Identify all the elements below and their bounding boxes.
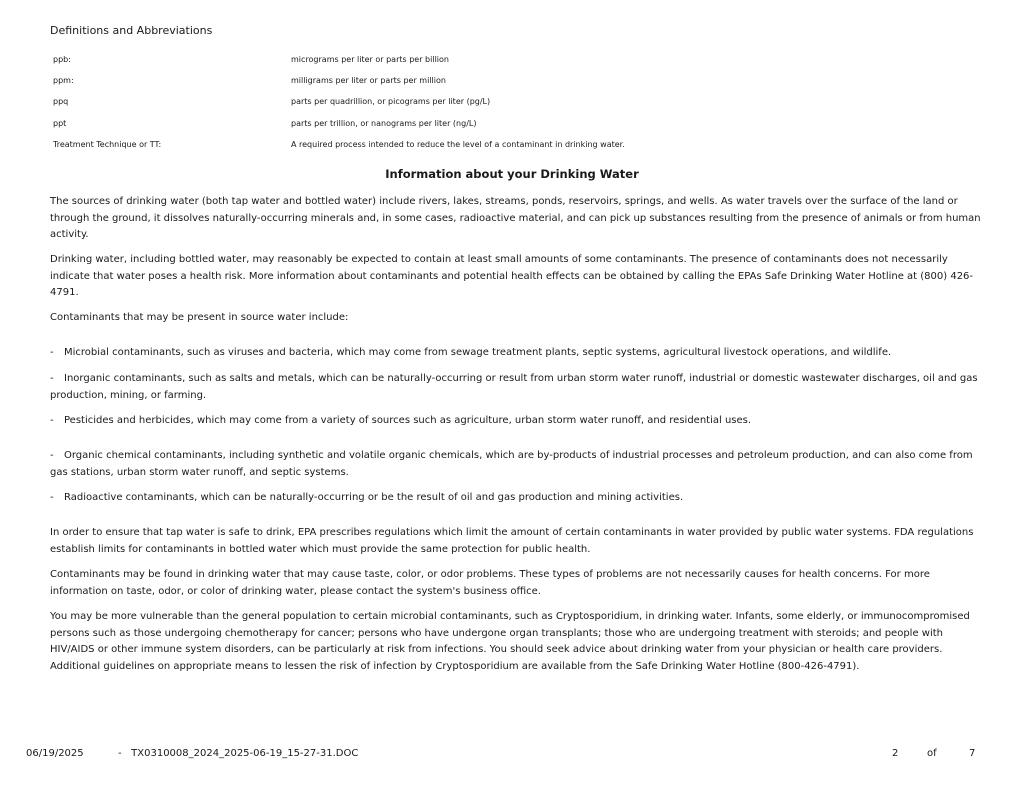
bullet-dash: - bbox=[50, 450, 54, 461]
list-item-text: Microbial contaminants, such as viruses and bacteria, which may come from sewage treatment plants, septic systems, agricultural livestock operations, and wildlife. bbox=[64, 347, 892, 358]
paragraph-epa-regulations: In order to ensure that tap water is safe to drink, EPA prescribes regulations which limit the amount of certain contaminants in water provided by public water systems. FDA regulations establish limits for contaminants in bottled water which must provide the same protection for public health. bbox=[50, 527, 974, 555]
definition-term: ppt bbox=[53, 119, 67, 128]
paragraph-contaminants-expected: Drinking water, including bottled water, may reasonably be expected to contain at least small amounts of some contaminants. The presence of contaminants does not necessarily indicate that water poses a health risk. More information about contaminants and potential health effects can be obtained by calling the EPAs Safe Drinking Water Hotline at (800) 426-4791. bbox=[50, 254, 974, 298]
list-item bbox=[50, 490, 990, 507]
definition-description: parts per trillion, or nanograms per liter (ng/L) bbox=[291, 119, 477, 128]
bullet-dash: - bbox=[50, 492, 54, 503]
list-item-text: Pesticides and herbicides, which may come from a variety of sources such as agriculture, urban storm water runoff, and residential uses. bbox=[64, 415, 752, 426]
definitions-title: Definitions and Abbreviations bbox=[50, 24, 213, 37]
section-title: Information about your Drinking Water bbox=[385, 167, 639, 181]
bullet-dash: - bbox=[50, 347, 54, 358]
definition-row bbox=[53, 118, 993, 130]
definition-row bbox=[53, 54, 993, 66]
paragraph-sources: The sources of drinking water (both tap water and bottled water) include rivers, lakes, streams, ponds, reservoirs, springs, and wells. As water travels over the surface of the land or through the ground, it dissolves naturally-occurring minerals and, in some cases, radioactive material, and can pick up substances resulting from the presence of animals or from human activity. bbox=[50, 196, 981, 240]
definition-description: micrograms per liter or parts per billion bbox=[291, 55, 449, 64]
list-item bbox=[50, 371, 990, 404]
definition-description: A required process intended to reduce the level of a contaminant in drinking water. bbox=[291, 140, 625, 149]
list-item-text: Inorganic contaminants, such as salts and metals, which can be naturally-occurring or result from urban storm water runoff, industrial or domestic wastewater discharges, oil and gas production, mining, or farming. bbox=[50, 373, 978, 401]
footer-document-name: - TX0310008_2024_2025-06-19_15-27-31.DOC bbox=[118, 748, 359, 759]
definition-term: ppb: bbox=[53, 55, 71, 64]
footer-date: 06/19/2025 bbox=[26, 748, 84, 759]
definition-row bbox=[53, 96, 993, 108]
footer-page-number: 2 bbox=[892, 748, 899, 759]
definition-row bbox=[53, 75, 993, 87]
definition-description: milligrams per liter or parts per million bbox=[291, 76, 446, 85]
paragraph-taste-odor: Contaminants may be found in drinking water that may cause taste, color, or odor problems. These types of problems are not necessarily causes for health concerns. For more information on taste, odor, or color of drinking water, please contact the system's business office. bbox=[50, 569, 930, 597]
footer-page-total: 7 bbox=[969, 748, 976, 759]
definition-term: Treatment Technique or TT: bbox=[53, 140, 162, 149]
definition-description: parts per quadrillion, or picograms per liter (pg/L) bbox=[291, 97, 491, 106]
definition-term: ppm: bbox=[53, 76, 74, 85]
footer-page-of: of bbox=[927, 748, 937, 759]
list-item-text: Organic chemical contaminants, including synthetic and volatile organic chemicals, which are by-products of industrial processes and petroleum production, and can also come from gas stations, urban storm water runoff, and septic systems. bbox=[50, 450, 973, 478]
list-item bbox=[50, 345, 990, 362]
list-item bbox=[50, 413, 990, 430]
list-item-text: Radioactive contaminants, which can be naturally-occurring or be the result of oil and gas production and mining activities. bbox=[64, 492, 684, 503]
paragraph-vulnerable-populations: You may be more vulnerable than the general population to certain microbial contaminants, such as Cryptosporidium, in drinking water. Infants, some elderly, or immunocompromised persons such as those undergoing chemotherapy for cancer; persons who have undergone organ transplants; those who are undergoing treatment with steroids; and people with HIV/AIDS or other immune system disorders, can be particularly at risk from infections. You should seek advice about drinking water from your physician or health care providers. Additional guidelines on appropriate means to lessen the risk of infection by Cryptosporidium are available from the Safe Drinking Water Hotline (800-426-4791). bbox=[50, 611, 970, 672]
paragraph-contaminants-intro: Contaminants that may be present in source water include: bbox=[50, 312, 349, 323]
bullet-dash: - bbox=[50, 373, 54, 384]
definition-term: ppq bbox=[53, 97, 69, 106]
list-item bbox=[50, 448, 990, 481]
bullet-dash: - bbox=[50, 415, 54, 426]
definition-row bbox=[53, 139, 993, 151]
